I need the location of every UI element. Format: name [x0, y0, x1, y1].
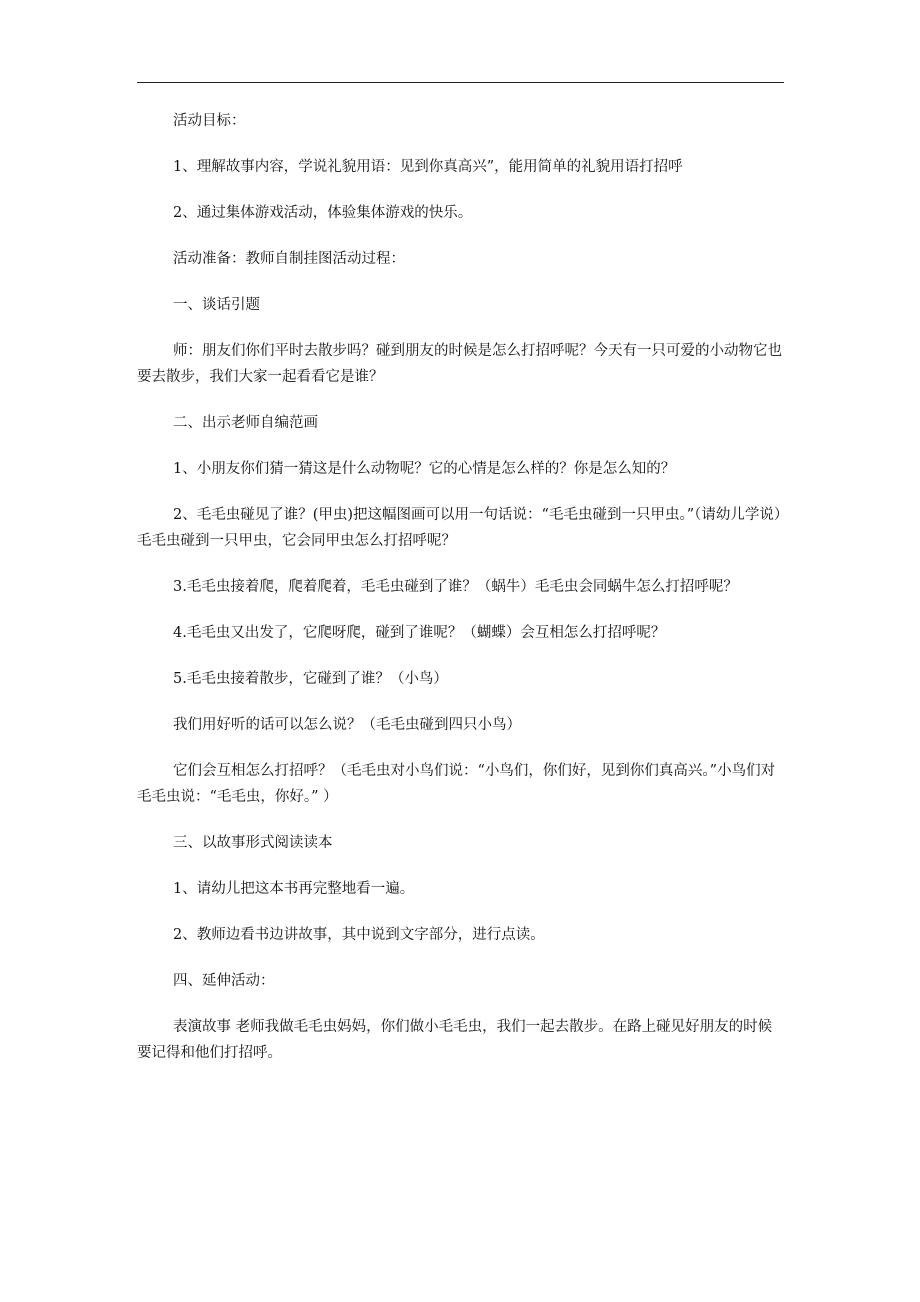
paragraph-goal-2: 2、通过集体游戏活动，体验集体游戏的快乐。	[173, 205, 473, 221]
paragraph-nice-words: 我们用好听的话可以怎么说？（毛毛虫碰到四只小鸟）	[173, 717, 521, 733]
document-body	[137, 108, 785, 1066]
paragraph-goal-1: 1、理解故事内容，学说礼貌用语：见到你真高兴”，能用简单的礼貌用语打招呼	[173, 159, 683, 175]
paragraph-section-1-heading: 一、谈话引题	[173, 297, 260, 313]
paragraph-greeting-dialogue: 它们会互相怎么打招呼？（毛毛虫对小鸟们说：“小鸟们，你们好，见到你们真高兴。”小鸟们对毛毛虫说：“毛毛虫，你好。” ）	[137, 763, 776, 805]
paragraph-section-2-heading: 二、出示老师自编范画	[173, 415, 318, 431]
paragraph-teacher-intro: 师：朋友们你们平时去散步吗？碰到朋友的时候是怎么打招呼呢？今天有一只可爱的小动物它也要去散步，我们大家一起看看它是谁？	[137, 343, 782, 385]
paragraph-step-2: 2、毛毛虫碰见了谁？(甲虫)把这幅图画可以用一句话说：“毛毛虫碰到一只甲虫。”（请幼儿学说）毛毛虫碰到一只甲虫，它会同甲虫怎么打招呼呢？	[137, 507, 782, 549]
paragraph-activity-goals-heading: 活动目标：	[173, 113, 246, 129]
paragraph-step-3: 3.毛毛虫接着爬，爬着爬着，毛毛虫碰到了谁？（蜗牛）毛毛虫会同蜗牛怎么打招呼呢？	[173, 579, 738, 595]
paragraph-reading-2: 2、教师边看书边讲故事，其中说到文字部分，进行点读。	[173, 927, 545, 943]
paragraph-activity-preparation: 活动准备：教师自制挂图活动过程：	[173, 251, 405, 267]
paragraph-section-3-heading: 三、以故事形式阅读读本	[173, 835, 333, 851]
paragraph-step-1: 1、小朋友你们猜一猜这是什么动物呢？它的心情是怎么样的？你是怎么知的？	[173, 461, 676, 477]
paragraph-reading-1: 1、请幼儿把这本书再完整地看一遍。	[173, 881, 415, 897]
header-rule	[137, 82, 784, 83]
paragraph-step-5: 5.毛毛虫接着散步，它碰到了谁？（小鸟）	[173, 671, 448, 687]
paragraph-step-4: 4.毛毛虫又出发了，它爬呀爬，碰到了谁呢？（蝴蝶）会互相怎么打招呼呢？	[173, 625, 666, 641]
paragraph-section-4-heading: 四、延伸活动：	[173, 973, 275, 989]
paragraph-performance: 表演故事 老师我做毛毛虫妈妈，你们做小毛毛虫，我们一起去散步。在路上碰见好朋友的时候要记得和他们打招呼。	[137, 1019, 773, 1061]
